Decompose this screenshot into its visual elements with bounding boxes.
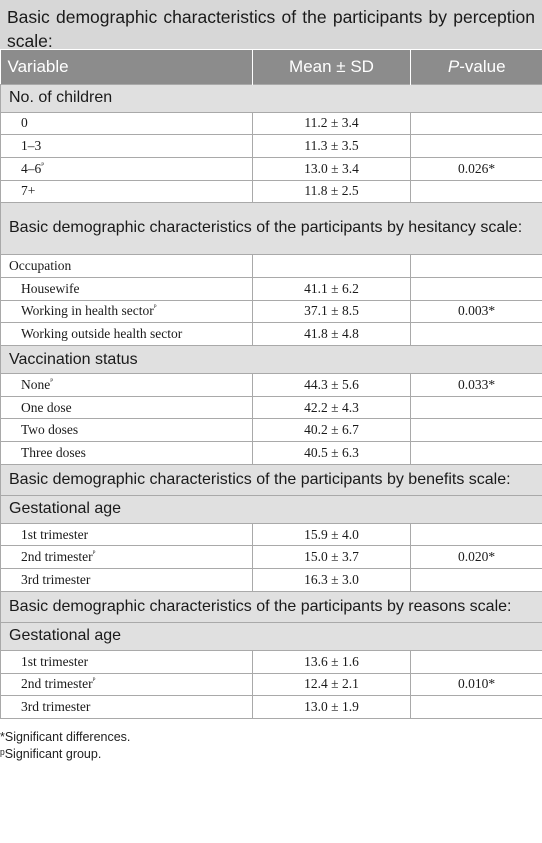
row-label: 1st trimester (1, 650, 253, 673)
section-benefits (1, 464, 542, 495)
table-row (1, 650, 542, 673)
row-p (411, 396, 542, 419)
table-row (1, 157, 542, 180)
row-label: Working outside health sector (1, 323, 253, 346)
section-label: Gestational age (1, 622, 542, 650)
table-row (1, 419, 542, 442)
row-p: 0.033* (411, 374, 542, 397)
row-label: Three doses (1, 442, 253, 465)
row-label: $4-6^ᵖ$ (1, 157, 253, 180)
row-mean: 16.3 ± 3.0 (253, 569, 411, 592)
footnote-significant-differences: *Significant differences. (0, 729, 131, 744)
table-row (1, 300, 542, 323)
row-label: Working in health sector$^ᵖ$ (1, 300, 253, 323)
table-row (1, 396, 542, 419)
table-row (1, 442, 542, 465)
row-p: 0.020* (411, 546, 542, 569)
table-row (1, 569, 542, 592)
table-row (1, 323, 542, 346)
header-mean-sd: Mean ± SD (253, 50, 411, 84)
table-row (1, 180, 542, 203)
row-p (411, 323, 542, 346)
section-label: Basic demographic characteristics of the participants by benefits scale: (1, 464, 542, 495)
table-row (1, 673, 542, 696)
row-label: 1st trimester (1, 523, 253, 546)
table-row (1, 135, 542, 158)
section-label: No. of children (1, 84, 542, 112)
row-mean: 41.8 ± 4.8 (253, 323, 411, 346)
row-label: 2nd trimester$^ᵖ$ (1, 546, 253, 569)
row-p (411, 442, 542, 465)
table-row (1, 523, 542, 546)
section-vaccination (1, 346, 542, 374)
row-p (411, 277, 542, 300)
row-mean: 15.9 ± 4.0 (253, 523, 411, 546)
row-p: 0.026* (411, 157, 542, 180)
section-reasons (1, 591, 542, 622)
row-label: Two doses (1, 419, 253, 442)
row-mean: 13.0 ± 1.9 (253, 696, 411, 719)
row-mean: 40.5 ± 6.3 (253, 442, 411, 465)
row-mean: 11.3 ± 3.5 (253, 135, 411, 158)
row-label: 2nd trimester$^ᵖ$ (1, 673, 253, 696)
row-mean: 44.3 ± 5.6 (253, 374, 411, 397)
row-mean: 11.8 ± 2.5 (253, 180, 411, 203)
subsection-gestational-age (1, 495, 542, 523)
table-row (1, 255, 542, 278)
row-p (411, 696, 542, 719)
table-row (1, 112, 542, 135)
row-label: One dose (1, 396, 253, 419)
row-mean (253, 255, 411, 278)
row-mean: 13.6 ± 1.6 (253, 650, 411, 673)
row-mean: 41.1 ± 6.2 (253, 277, 411, 300)
row-label: Housewife (1, 277, 253, 300)
row-label: 3rd trimester (1, 569, 253, 592)
row-p (411, 650, 542, 673)
row-label: 3rd trimester (1, 696, 253, 719)
row-mean: 11.2 ± 3.4 (253, 112, 411, 135)
table-title: Basic demographic characteristics of the participants by perception scale: (0, 0, 542, 50)
row-label: None$^ᵖ$ (1, 374, 253, 397)
row-p (411, 569, 542, 592)
table-row (1, 277, 542, 300)
row-mean: 12.4 ± 2.1 (253, 673, 411, 696)
section-label: Basic demographic characteristics of the participants by hesitancy scale: (1, 203, 542, 255)
row-p: 0.003* (411, 300, 542, 323)
row-p (411, 135, 542, 158)
row-p (411, 523, 542, 546)
row-p (411, 112, 542, 135)
row-label-occupation: Occupation (1, 255, 253, 278)
row-label: 7+ (1, 180, 253, 203)
row-mean: 37.1 ± 8.5 (253, 300, 411, 323)
section-label: Gestational age (1, 495, 542, 523)
table-footnotes (0, 719, 542, 763)
row-p (411, 180, 542, 203)
subsection-gestational-age (1, 622, 542, 650)
row-mean: 13.0 ± 3.4 (253, 157, 411, 180)
table-row (1, 374, 542, 397)
section-label: Vaccination status (1, 346, 542, 374)
table-row (1, 696, 542, 719)
header-p-value: P-value (411, 50, 542, 84)
row-p (411, 419, 542, 442)
row-mean: 15.0 ± 3.7 (253, 546, 411, 569)
results-table (0, 50, 542, 719)
header-row (1, 50, 542, 84)
row-mean: 40.2 ± 6.7 (253, 419, 411, 442)
section-children (1, 84, 542, 112)
row-mean: 42.2 ± 4.3 (253, 396, 411, 419)
row-label: 0 (1, 112, 253, 135)
row-p: 0.010* (411, 673, 542, 696)
header-variable: Variable (1, 50, 253, 84)
row-label: 1–3 (1, 135, 253, 158)
section-hesitancy (1, 203, 542, 255)
table-row (1, 546, 542, 569)
footnote-significant-group: ᵖSignificant group. (0, 746, 102, 761)
row-p (411, 255, 542, 278)
section-label: Basic demographic characteristics of the participants by reasons scale: (1, 591, 542, 622)
